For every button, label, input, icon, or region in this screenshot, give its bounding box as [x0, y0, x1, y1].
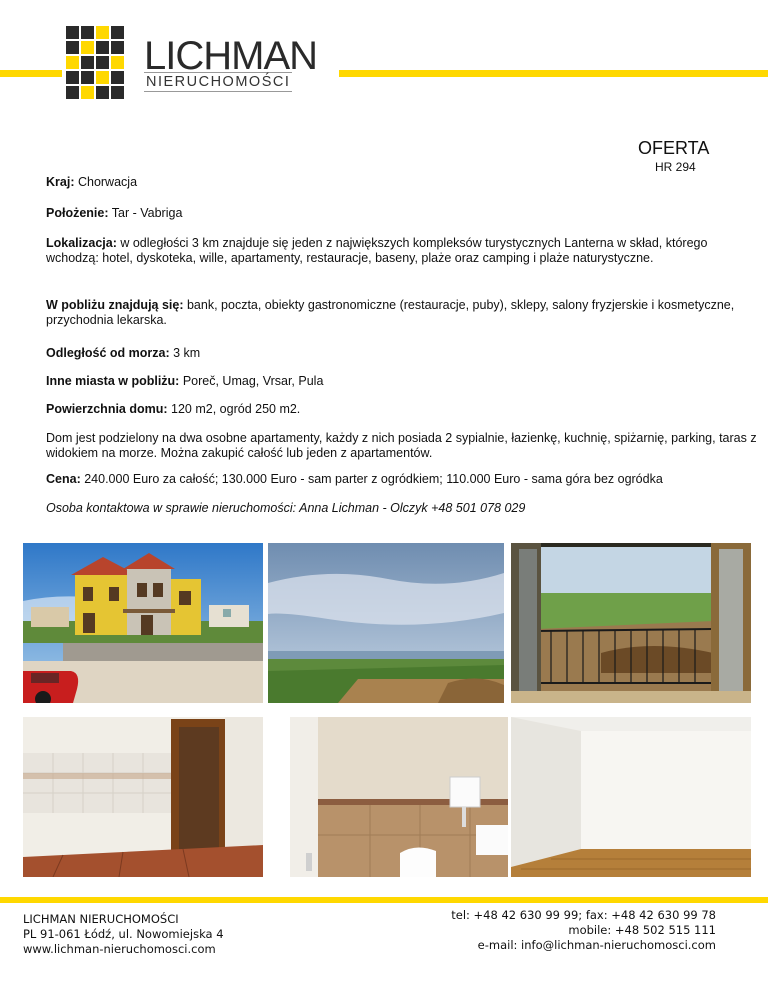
footer-bar	[0, 897, 768, 903]
photo-balcony	[511, 543, 751, 703]
label-odleglosc: Odległość od morza:	[46, 346, 170, 360]
field-cena	[46, 472, 758, 487]
value-polozenie: Tar - Vabriga	[111, 206, 183, 220]
field-miasta	[46, 374, 756, 389]
field-powierzchnia	[46, 402, 756, 417]
header-bar-right	[339, 70, 768, 77]
label-kraj: Kraj:	[46, 175, 75, 189]
label-powierzchnia: Powierzchnia domu:	[46, 402, 168, 416]
field-polozenie	[46, 206, 756, 221]
contact-person: Osoba kontaktowa w sprawie nieruchomości: Anna Lichman - Olczyk +48 501 078 029	[46, 501, 526, 515]
photo-room	[511, 717, 751, 877]
footer-website-link[interactable]: www.lichman-nieruchomosci.com	[23, 942, 216, 956]
label-polozenie: Położenie:	[46, 206, 109, 220]
footer-phone-fax: tel: +48 42 630 99 99; fax: +48 42 630 99 78	[451, 908, 716, 922]
value-pobliziu: bank, poczta, obiekty gastronomiczne (restauracje, puby), sklepy, salony fryzjerskie i kosmetyczne, przychodnia lekarska.	[46, 298, 735, 327]
footer-mobile: mobile: +48 502 515 111	[568, 923, 716, 937]
logo-mark	[66, 26, 138, 110]
label-pobliziu: W pobliżu znajdują się:	[46, 298, 184, 312]
label-cena: Cena:	[46, 472, 81, 486]
value-powierzchnia: 120 m2, ogród 250 m2.	[171, 402, 301, 416]
logo-title: LICHMAN	[144, 34, 318, 78]
value-odleglosc: 3 km	[173, 346, 201, 360]
offer-title: OFERTA	[638, 138, 710, 158]
header-bar-left	[0, 70, 62, 77]
field-kraj	[46, 175, 756, 190]
photo-bathroom	[290, 717, 508, 877]
footer-company-name: LICHMAN NIERUCHOMOŚCI	[23, 912, 179, 926]
footer-contacts	[380, 908, 716, 953]
footer-address	[23, 912, 343, 957]
value-miasta: Poreč, Umag, Vrsar, Pula	[182, 374, 324, 388]
photo-house-exterior	[23, 543, 263, 703]
logo-subtitle: NIERUCHOMOŚCI	[146, 74, 291, 90]
photo-kitchen	[23, 717, 263, 877]
photo-sea-view	[268, 543, 504, 703]
value-kraj: Chorwacja	[77, 175, 138, 189]
footer-email-link[interactable]: e-mail: info@lichman-nieruchomosci.com	[477, 938, 716, 952]
value-cena: 240.000 Euro za całość; 130.000 Euro - sam parter z ogródkiem; 110.000 Euro - sama góra bez ogródka	[84, 472, 663, 486]
field-pobliziu	[46, 298, 746, 328]
value-lokalizacja: w odległości 3 km znajduje się jeden z największych kompleksów turystycznych Lanterna w skład, którego wchodzą: hotel, dyskoteka, wille, apartamenty, restauracje, baseny, plaże oraz camping i plaże naturystyczne.	[46, 236, 708, 265]
label-lokalizacja: Lokalizacja:	[46, 236, 117, 250]
footer-postal-address: PL 91-061 Łódź, ul. Nowomiejska 4	[23, 927, 224, 941]
field-odleglosc	[46, 346, 756, 361]
label-miasta: Inne miasta w pobliżu:	[46, 374, 180, 388]
description: Dom jest podzielony na dwa osobne apartamenty, każdy z nich posiada 2 sypialnie, łazienkę, kuchnię, spiżarnię, parking, taras z widokiem na morze. Można zakupić całość lub jeden z apartamentów.	[46, 431, 757, 460]
field-lokalizacja	[46, 236, 714, 266]
offer-ref: HR 294	[655, 160, 696, 174]
